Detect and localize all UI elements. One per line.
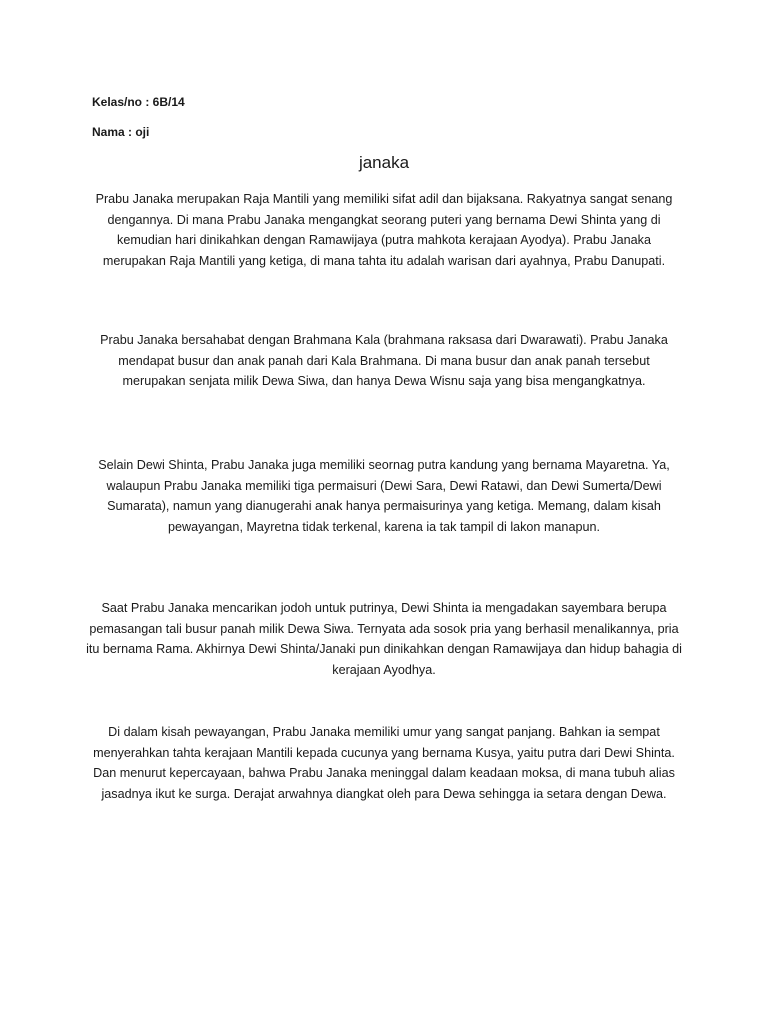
document-title: janaka xyxy=(358,153,410,172)
paragraph-5: Di dalam kisah pewayangan, Prabu Janaka memiliki umur yang sangat panjang. Bahkan ia sempat menyerahkan tahta kerajaan Mantili kepada cucunya yang bernama Kusya, yaitu putra dari Dewi Shinta. Dan menurut kepercayaan, bahwa Prabu Janaka meninggal dalam keadaan moksa, di mana tubuh alias jasadnya ikut ke surga. Derajat arwahnya diangkat oleh para Dewa sehingga ia setara dengan Dewa. xyxy=(93,725,675,801)
paragraph-3: Selain Dewi Shinta, Prabu Janaka juga memiliki seornag putra kandung yang bernama Mayaretna. Ya, walaupun Prabu Janaka memiliki tiga permaisuri (Dewi Sara, Dewi Ratawi, dan Dewi Sumerta/Dewi Sumarata), namun yang dianugerahi anak hanya permaisurinya yang ketiga. Memang, dalam kisah pewayangan, Mayretna tidak terkenal, karena ia tak tampil di lakon manapun. xyxy=(98,458,670,534)
class-number-line: Kelas/no : 6B/14 xyxy=(92,95,185,109)
paragraph-1: Prabu Janaka merupakan Raja Mantili yang memiliki sifat adil dan bijaksana. Rakyatnya sangat senang dengannya. Di mana Prabu Janaka mengangkat seorang puteri yang bernama Dewi Shinta yang di kemudian hari dinikahkan dengan Ramawijaya (putra mahkota kerajaan Ayodya). Prabu Janaka merupakan Raja Mantili yang ketiga, di mana tahta itu adalah warisan dari ayahnya, Prabu Danupati. xyxy=(95,192,673,268)
student-name-line: Nama : oji xyxy=(92,125,150,139)
paragraph-2: Prabu Janaka bersahabat dengan Brahmana Kala (brahmana raksasa dari Dwarawati). Prabu Janaka mendapat busur dan anak panah dari Kala Brahmana. Di mana busur dan anak panah tersebut merupakan senjata milik Dewa Siwa, dan hanya Dewa Wisnu saja yang bisa mengangkatnya. xyxy=(100,333,668,389)
paragraph-4: Saat Prabu Janaka mencarikan jodoh untuk putrinya, Dewi Shinta ia mengadakan sayembara berupa pemasangan tali busur panah milik Dewa Siwa. Ternyata ada sosok pria yang berhasil menalikannya, pria itu bernama Rama. Akhirnya Dewi Shinta/Janaki pun dinikahkan dengan Ramawijaya dan hidup bahagia di kerajaan Ayodhya. xyxy=(86,601,682,677)
